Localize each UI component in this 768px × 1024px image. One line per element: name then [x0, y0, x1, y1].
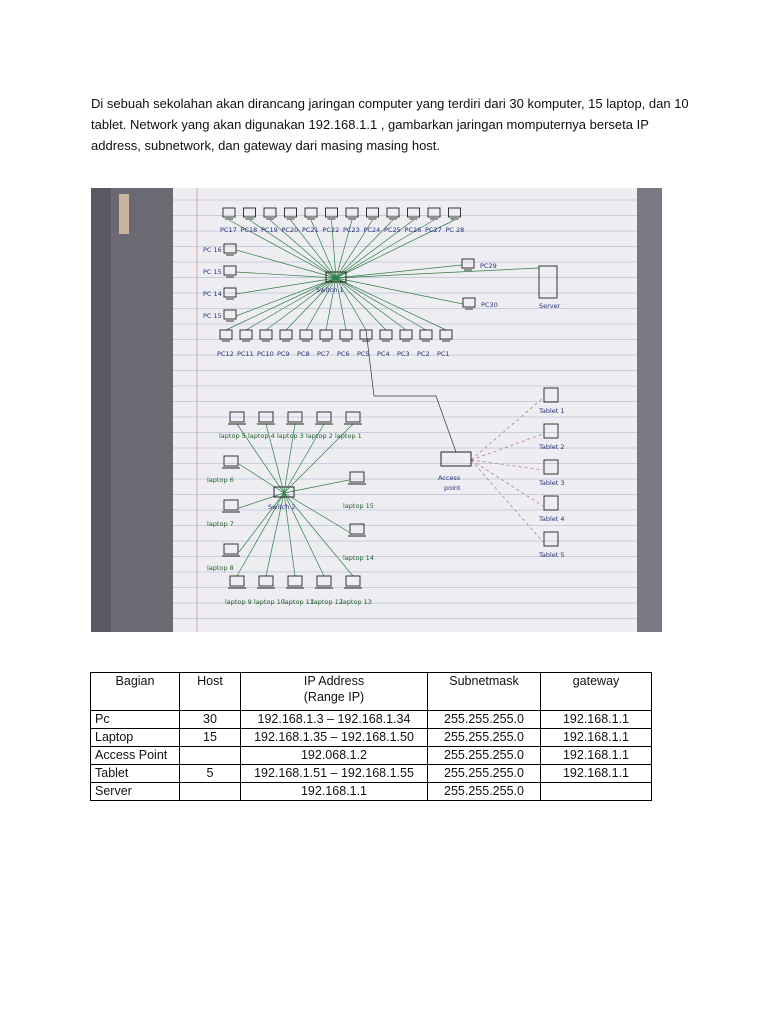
pc-top-label: PC22 [322, 226, 340, 234]
laptop-left-label: laptop 8 [207, 564, 234, 572]
cell-mask: 255.255.255.0 [428, 747, 541, 765]
table-row [91, 765, 652, 783]
cell-gateway: 192.168.1.1 [541, 729, 652, 747]
header-ip [241, 673, 428, 711]
table-header-row [91, 673, 652, 711]
pc-bottom-label: PC5 [357, 350, 370, 358]
table-row [91, 711, 652, 729]
cell-mask: 255.255.255.0 [428, 783, 541, 801]
laptop-left-label: laptop 6 [207, 476, 234, 484]
cell-host: 5 [180, 765, 241, 783]
pc-left-label: PC 15 [203, 312, 222, 320]
cell-ip: 192.168.1.51 – 192.168.1.55 [241, 765, 428, 783]
pc-left-label: PC 16 [203, 246, 222, 254]
pc-bottom-label: PC12 [217, 350, 234, 358]
pc-top-label: PC27 [425, 226, 442, 234]
cell-bagian: Server [91, 783, 180, 801]
laptop-bottom-label: laptop 13 [341, 598, 372, 606]
pc-bottom-label: PC7 [317, 350, 330, 358]
cell-host [180, 783, 241, 801]
switch2-label: Switch 2 [268, 503, 296, 511]
tablet-label: Tablet 4 [539, 515, 565, 523]
laptop-top-label: laptop 4 [248, 432, 275, 440]
access-point-label-2: point [444, 484, 461, 492]
cell-bagian: Access Point [91, 747, 180, 765]
cell-ip: 192.068.1.2 [241, 747, 428, 765]
header-subnetmask: Subnetmask [428, 673, 541, 711]
pc-bottom-label: PC9 [277, 350, 290, 358]
pencil-object [119, 194, 129, 234]
laptop-top-label: laptop 3 [277, 432, 304, 440]
page-shadow [637, 188, 662, 632]
cell-bagian: Pc [91, 711, 180, 729]
cell-gateway: 192.168.1.1 [541, 765, 652, 783]
laptop-top-label: laptop 2 [306, 432, 333, 440]
pc-bottom-label: PC1 [437, 350, 450, 358]
pc-bottom-label: PC3 [397, 350, 410, 358]
pc-left-label: PC 15 [203, 268, 222, 276]
cell-mask: 255.255.255.0 [428, 729, 541, 747]
laptop-bottom-label: laptop 12 [312, 598, 343, 606]
pc-top-label: PC24 [363, 226, 381, 234]
tablet-label: Tablet 2 [539, 443, 565, 451]
tablet-label: Tablet 5 [539, 551, 565, 559]
laptop-left-label: laptop 7 [207, 520, 234, 528]
pc-bottom-label: PC10 [257, 350, 274, 358]
table-row [91, 729, 652, 747]
intro-paragraph: Di sebuah sekolahan akan dirancang jaringan computer yang terdiri dari 30 komputer, 15 laptop, dan 10 tablet. Network yang akan digunakan 192.168.1.1 , gambarkan jaringan momputernya berseta IP address, subnetwork, dan gateway dari masing masing host. [91, 96, 689, 153]
cell-host: 30 [180, 711, 241, 729]
pc-top-label: PC25 [384, 226, 401, 234]
pc-top-label: PC19 [261, 226, 278, 234]
cell-host: 15 [180, 729, 241, 747]
pc-bottom-label: PC8 [297, 350, 310, 358]
laptop-top-label: laptop 5 [219, 432, 246, 440]
pc-bottom-label: PC4 [377, 350, 390, 358]
ip-table [90, 672, 652, 801]
cell-ip: 192.168.1.3 – 192.168.1.34 [241, 711, 428, 729]
cell-gateway: 192.168.1.1 [541, 747, 652, 765]
laptop-right-label: laptop 15 [343, 502, 374, 510]
tablet-label: Tablet 1 [539, 407, 565, 415]
pc-right-label: PC30 [481, 301, 498, 309]
header-gateway: gateway [541, 673, 652, 711]
pc-top-label: PC18 [240, 226, 258, 234]
pc-top-label: PC21 [302, 226, 319, 234]
cell-host [180, 747, 241, 765]
cell-bagian: Laptop [91, 729, 180, 747]
pc-bottom-label: PC6 [337, 350, 350, 358]
header-ip-line1: IP Address [303, 674, 365, 688]
table-row [91, 783, 652, 801]
cell-ip: 192.168.1.35 – 192.168.1.50 [241, 729, 428, 747]
cell-mask: 255.255.255.0 [428, 765, 541, 783]
cell-mask: 255.255.255.0 [428, 711, 541, 729]
pc-right-label: PC29 [480, 262, 497, 270]
switch1-label: Switch 1 [316, 286, 344, 294]
pc-top-label: PC 28 [445, 226, 465, 234]
pc-bottom-label: PC11 [237, 350, 254, 358]
laptop-bottom-label: laptop 10 [254, 598, 285, 606]
header-ip-line2: (Range IP) [303, 690, 365, 704]
laptop-right-label: laptop 14 [343, 554, 374, 562]
header-host: Host [180, 673, 241, 711]
laptop-bottom-label: laptop 9 [225, 598, 252, 606]
pc-left-label: PC 14 [203, 290, 222, 298]
notebook-page [173, 188, 637, 632]
cell-gateway: 192.168.1.1 [541, 711, 652, 729]
pc-top-label: PC20 [281, 226, 299, 234]
header-bagian: Bagian [91, 673, 180, 711]
network-diagram-photo [91, 188, 662, 632]
desk-edge [91, 188, 111, 632]
server-label: Server [539, 302, 561, 310]
pc-top-label: PC23 [343, 226, 360, 234]
table-row [91, 747, 652, 765]
laptop-bottom-label: laptop 11 [283, 598, 314, 606]
pc-top-label: PC17 [220, 226, 237, 234]
pc-bottom-label: PC2 [417, 350, 430, 358]
tablet-label: Tablet 3 [539, 479, 565, 487]
access-point-label-1: Access [438, 474, 461, 482]
network-diagram [91, 188, 662, 632]
laptop-top-label: laptop 1 [335, 432, 362, 440]
cell-bagian: Tablet [91, 765, 180, 783]
pc-top-label: PC26 [404, 226, 422, 234]
cell-ip: 192.168.1.1 [241, 783, 428, 801]
cell-gateway [541, 783, 652, 801]
